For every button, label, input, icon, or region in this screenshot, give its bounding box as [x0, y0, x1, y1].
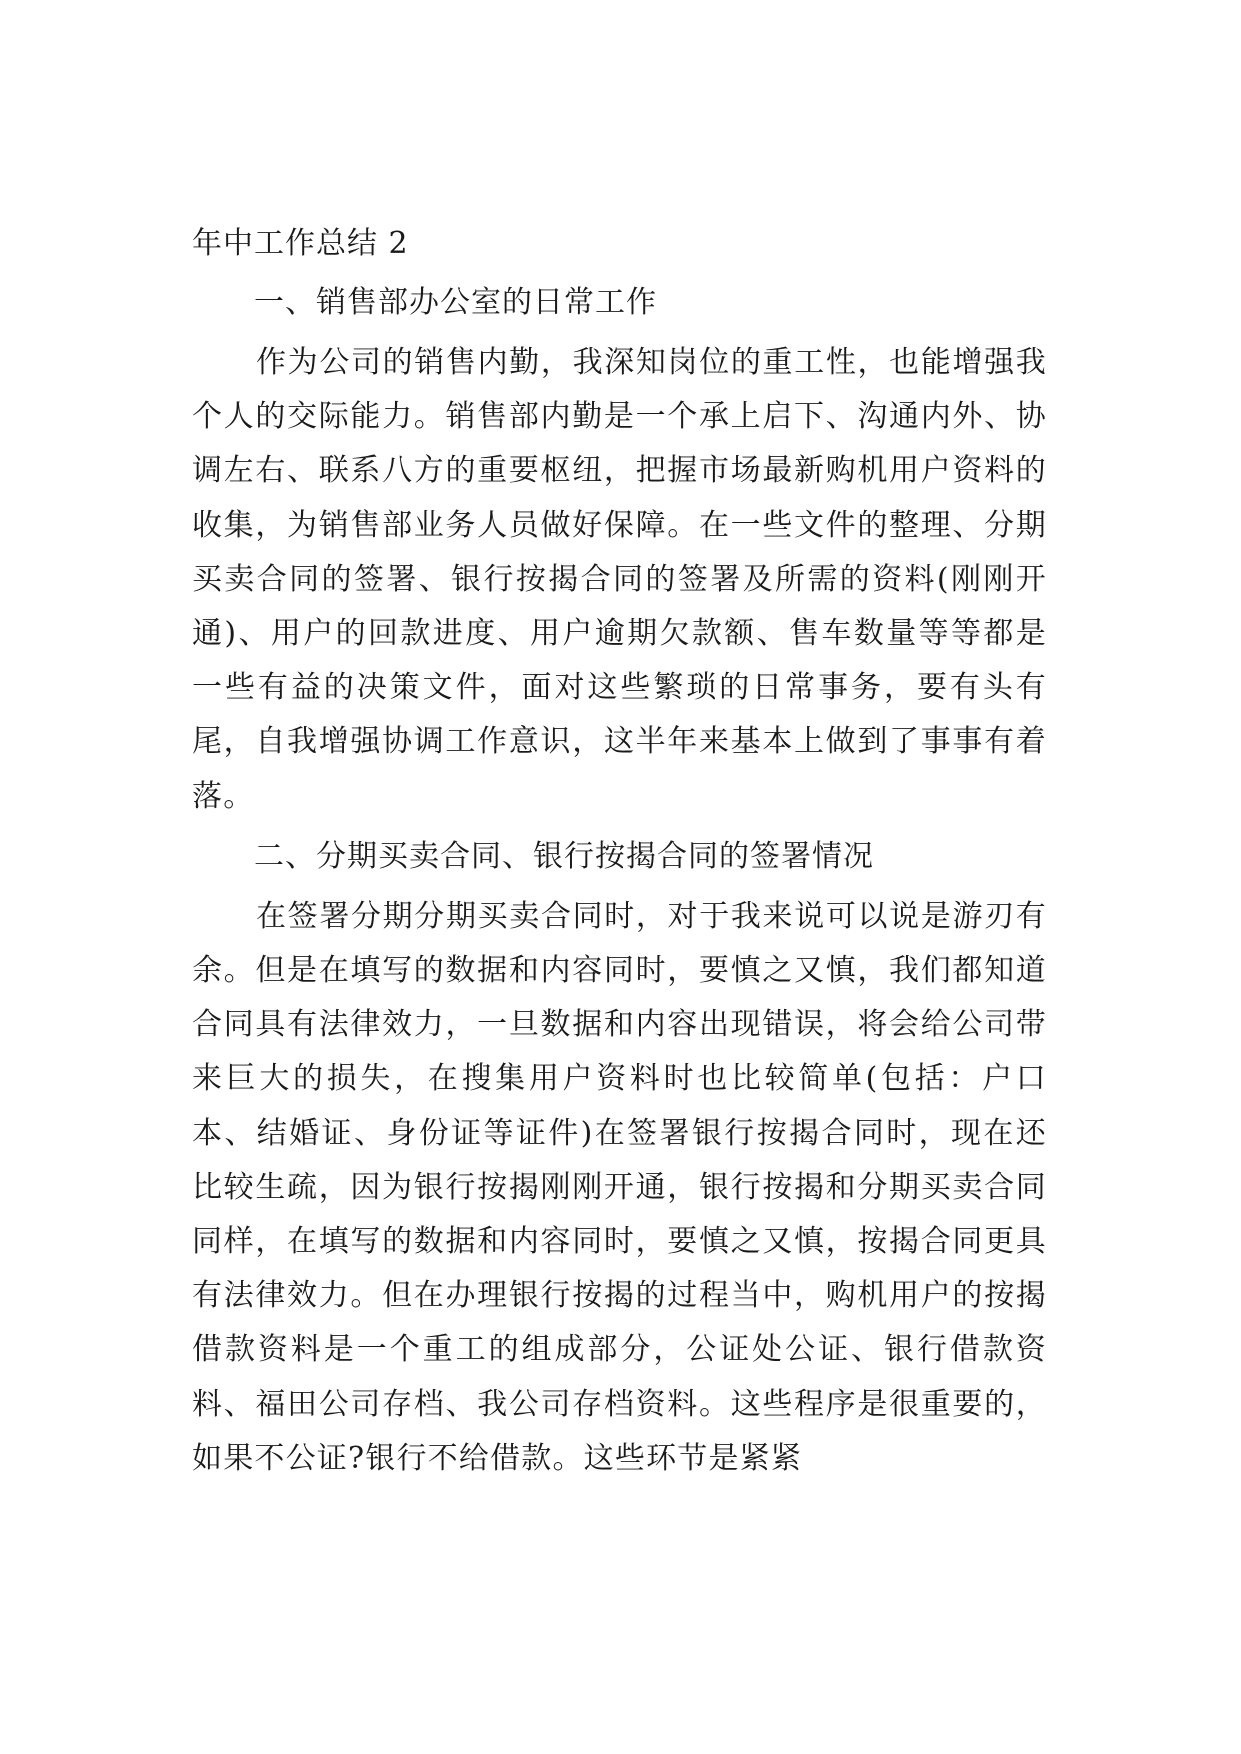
section-heading-1: 一、销售部办公室的日常工作	[254, 285, 657, 320]
section-paragraph-1: 作为公司的销售内勤，我深知岗位的重工性，也能增强我个人的交际能力。销售部内勤是一个承上启下、沟通内外、协调左右、联系八方的重要枢纽，把握市场最新购机用户资料的收集，为销售部业务人员做好保障。在一些文件的整理、分期买卖合同的签署、银行按揭合同的签署及所需的资料(刚刚开通)、用户的回款进度、用户逾期欠款额、售车数量等等都是一些有益的决策文件，面对这些繁琐的日常事务，要有头有尾，自我增强协调工作意识，这半年来基本上做到了事事有着落。	[192, 345, 1047, 814]
section-heading-2: 二、分期买卖合同、银行按揭合同的签署情况	[254, 838, 874, 874]
section-paragraph-2: 在签署分期分期买卖合同时，对于我来说可以说是游刃有余。但是在填写的数据和内容同时，要慎之又慎，我们都知道合同具有法律效力，一旦数据和内容出现错误，将会给公司带来巨大的损失，在搜集用户资料时也比较简单(包括：户口本、结婚证、身份证等证件)在签署银行按揭合同时，现在还比较生疏，因为银行按揭刚刚开通，银行按揭和分期买卖合同同样，在填写的数据和内容同时，要慎之又慎，按揭合同更具有法律效力。但在办理银行按揭的过程当中，购机用户的按揭借款资料是一个重工的组成部分，公证处公证、银行借款资料、福田公司存档、我公司存档资料。这些程序是很重要的，如果不公证?银行不给借款。这些环节是紧紧	[192, 898, 1047, 1476]
document-page	[192, 221, 1047, 1486]
document-title: 年中工作总结 2	[192, 226, 409, 261]
